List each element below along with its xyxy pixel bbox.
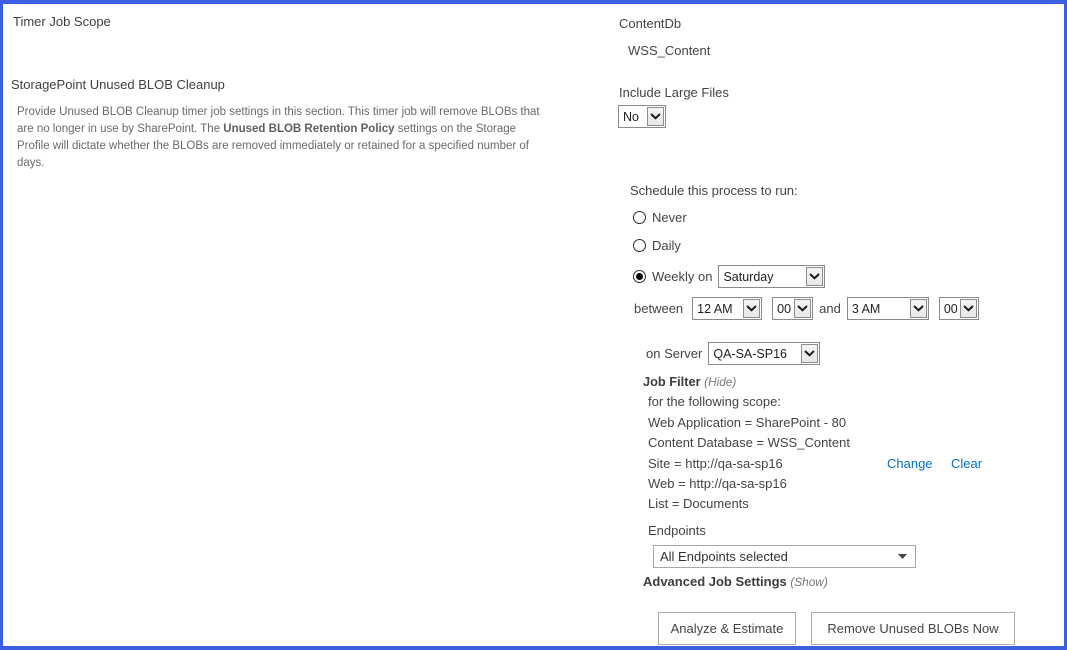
end-minute-select[interactable] <box>939 297 979 320</box>
job-filter-header <box>643 374 736 389</box>
job-filter-label: Job Filter <box>643 374 701 389</box>
radio-weekly-label: Weekly on <box>652 269 713 284</box>
radio-daily-icon[interactable] <box>633 239 646 252</box>
scope-line-content-database: Content Database = WSS_Content <box>648 435 850 451</box>
between-label: between <box>634 301 684 316</box>
server-select[interactable] <box>708 342 820 365</box>
weekly-day-select-value: Saturday <box>723 269 774 284</box>
analyze-estimate-button[interactable]: Analyze & Estimate <box>658 612 796 645</box>
endpoints-dropdown-value: All Endpoints selected <box>660 549 788 564</box>
on-server-row <box>646 342 820 365</box>
dropdown-arrow-icon <box>743 299 760 318</box>
schedule-label: Schedule this process to run: <box>630 183 798 198</box>
radio-option-weekly[interactable] <box>633 265 825 288</box>
scope-line-web: Web = http://qa-sa-sp16 <box>648 475 787 491</box>
schedule-time-row <box>634 297 979 320</box>
end-hour-select-value: 3 AM <box>851 301 881 316</box>
radio-weekly-icon[interactable] <box>633 270 646 283</box>
subsection-title: StoragePoint Unused BLOB Cleanup <box>11 77 225 92</box>
description-bold-text: Unused BLOB Retention Policy <box>223 123 395 135</box>
dropdown-arrow-icon <box>647 107 664 126</box>
remove-unused-blobs-button[interactable]: Remove Unused BLOBs Now <box>811 612 1015 645</box>
scope-line-site: Site = http://qa-sa-sp16 <box>648 455 783 471</box>
description-text: Provide Unused BLOB Cleanup timer job settings in this section. This timer job will remove BLOBs that are no longer in use by SharePoint. The <box>17 106 540 135</box>
dropdown-arrow-icon <box>794 299 811 318</box>
contentdb-label: ContentDb <box>619 16 682 31</box>
radio-daily-label: Daily <box>652 238 681 253</box>
radio-never-label: Never <box>652 210 687 225</box>
end-hour-select[interactable] <box>847 297 929 320</box>
include-large-files-select-value: No <box>623 109 639 124</box>
clear-link[interactable]: Clear <box>951 456 983 471</box>
end-minute-select-value: 00 <box>943 301 958 316</box>
endpoints-label: Endpoints <box>648 523 706 538</box>
server-select-value: QA-SA-SP16 <box>713 346 788 361</box>
start-hour-select[interactable] <box>692 297 762 320</box>
dropdown-arrow-icon <box>910 299 927 318</box>
advanced-settings-label: Advanced Job Settings <box>643 574 787 589</box>
start-hour-select-value: 12 AM <box>697 301 733 316</box>
include-large-files-label: Include Large Files <box>619 85 729 100</box>
scope-line-list: List = Documents <box>648 496 749 512</box>
change-link[interactable]: Change <box>887 456 933 471</box>
dropdown-triangle-icon <box>898 554 915 559</box>
scope-line-web-application: Web Application = SharePoint - 80 <box>648 415 847 430</box>
description-text-after: settings on the Storage Profile will dictate whether the BLOBs are removed immediately or retained for a specified number of days. <box>17 123 529 169</box>
endpoints-dropdown[interactable] <box>653 545 916 568</box>
weekly-day-select[interactable] <box>718 265 825 288</box>
radio-option-never[interactable] <box>633 206 687 229</box>
on-server-label: on Server <box>646 346 703 361</box>
section-title: Timer Job Scope <box>13 14 111 29</box>
scope-intro: for the following scope: <box>648 394 781 409</box>
include-large-files-select[interactable] <box>618 105 666 128</box>
radio-option-daily[interactable] <box>633 234 681 257</box>
and-label: and <box>819 301 841 316</box>
start-minute-select[interactable] <box>772 297 813 320</box>
job-filter-hide-toggle[interactable]: (Hide) <box>704 375 737 389</box>
contentdb-value: WSS_Content <box>628 43 711 58</box>
advanced-settings-show-toggle[interactable]: (Show) <box>790 575 828 589</box>
dropdown-arrow-icon <box>960 299 977 318</box>
scope-list <box>648 413 850 514</box>
dropdown-arrow-icon <box>801 344 818 363</box>
advanced-settings-header <box>643 574 828 589</box>
dropdown-arrow-icon <box>806 267 823 286</box>
radio-never-icon[interactable] <box>633 211 646 224</box>
section-description <box>17 104 540 172</box>
start-minute-select-value: 00 <box>777 301 792 316</box>
